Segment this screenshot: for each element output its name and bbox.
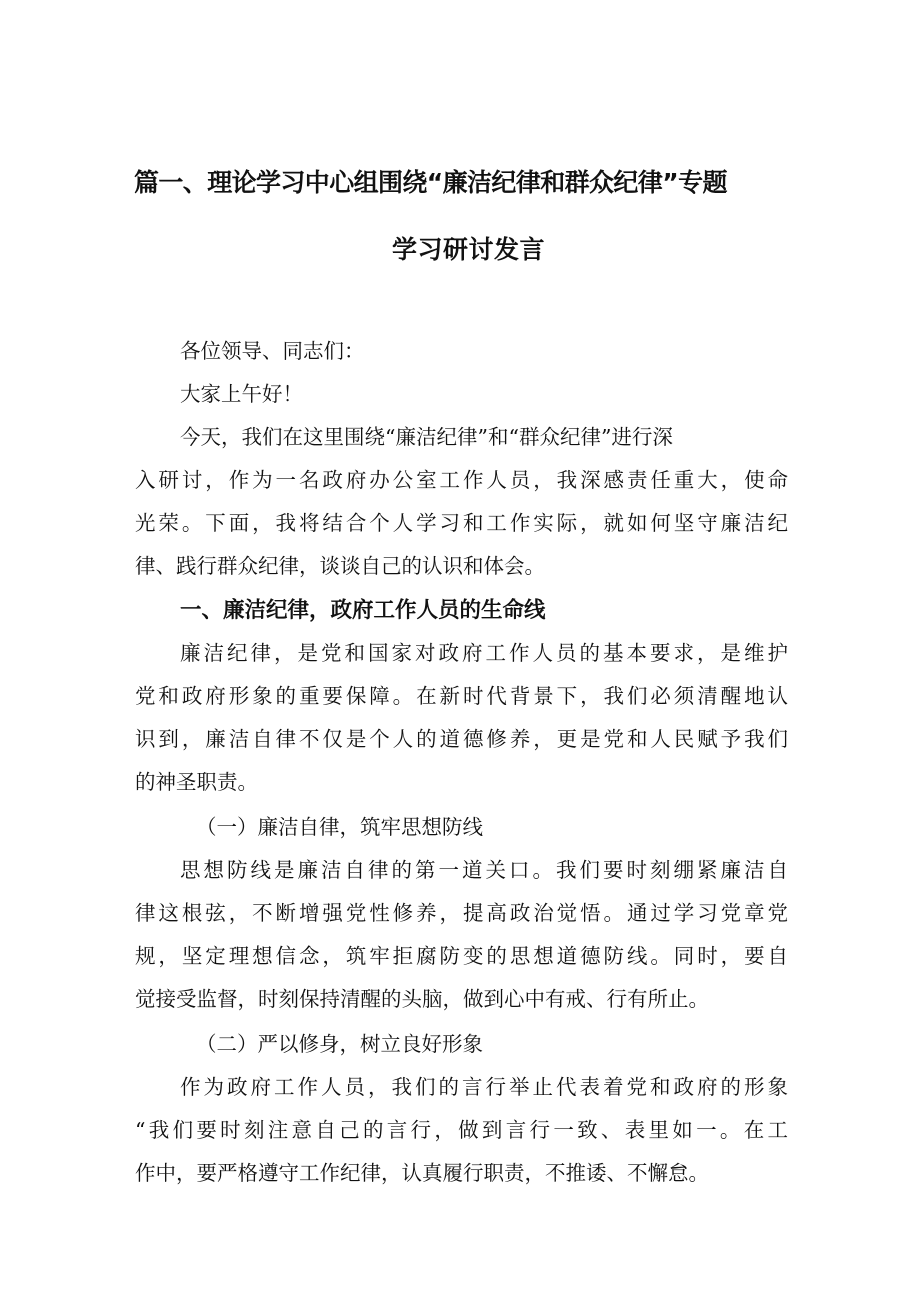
section-1-line: 廉洁纪律，是党和国家对政府工作人员的基本要求，是维护 bbox=[180, 641, 791, 665]
section-1-line: 识到，廉洁自律不仅是个人的道德修养，更是党和人民赋予我们 bbox=[135, 727, 791, 751]
salutation: 各位领导、同志们： bbox=[180, 339, 365, 363]
subsection-2-line: 作为政府工作人员，我们的言行举止代表着党和政府的形象 bbox=[180, 1075, 791, 1099]
document-title-line-1: 篇一、理论学习中心组围绕“廉洁纪律和群众纪律”专题 bbox=[134, 168, 727, 197]
section-1-line: 的神圣职责。 bbox=[135, 770, 258, 794]
section-1-heading: 一、廉洁纪律，政府工作人员的生命线 bbox=[180, 598, 546, 623]
intro-line: 光荣。下面，我将结合个人学习和工作实际，就如何坚守廉洁纪 bbox=[135, 511, 791, 535]
intro-line: 入研讨，作为一名政府办公室工作人员，我深感责任重大，使命 bbox=[135, 468, 791, 492]
subsection-1-line: 觉接受监督，时刻保持清醒的头脑，做到心中有戒、行有所止。 bbox=[135, 987, 709, 1011]
section-1-line: 党和政府形象的重要保障。在新时代背景下，我们必须清醒地认 bbox=[135, 684, 791, 708]
subsection-1-line: 律这根弦，不断增强党性修养，提高政治觉悟。通过学习党章党 bbox=[135, 901, 791, 925]
subsection-1-line: 思想防线是廉洁自律的第一道关口。我们要时刻绷紧廉洁自 bbox=[180, 858, 791, 882]
intro-line: 律、践行群众纪律，谈谈自己的认识和体会。 bbox=[135, 554, 545, 578]
subsection-1-heading: （一）廉洁自律，筑牢思想防线 bbox=[196, 815, 483, 839]
document-title-line-2: 学习研讨发言 bbox=[392, 235, 546, 264]
subsection-2-line: 作中，要严格遵守工作纪律，认真履行职责，不推诿、不懈怠。 bbox=[135, 1161, 709, 1185]
subsection-2-heading: （二）严以修身，树立良好形象 bbox=[196, 1032, 483, 1056]
intro-line: 今天，我们在这里围绕“廉洁纪律”和“群众纪律”进行深 bbox=[180, 425, 673, 449]
greeting: 大家上午好！ bbox=[180, 382, 303, 406]
subsection-2-line: “我们要时刻注意自己的言行，做到言行一致、表里如一。在工 bbox=[135, 1118, 792, 1142]
subsection-1-line: 规，坚定理想信念，筑牢拒腐防变的思想道德防线。同时，要自 bbox=[135, 944, 791, 968]
